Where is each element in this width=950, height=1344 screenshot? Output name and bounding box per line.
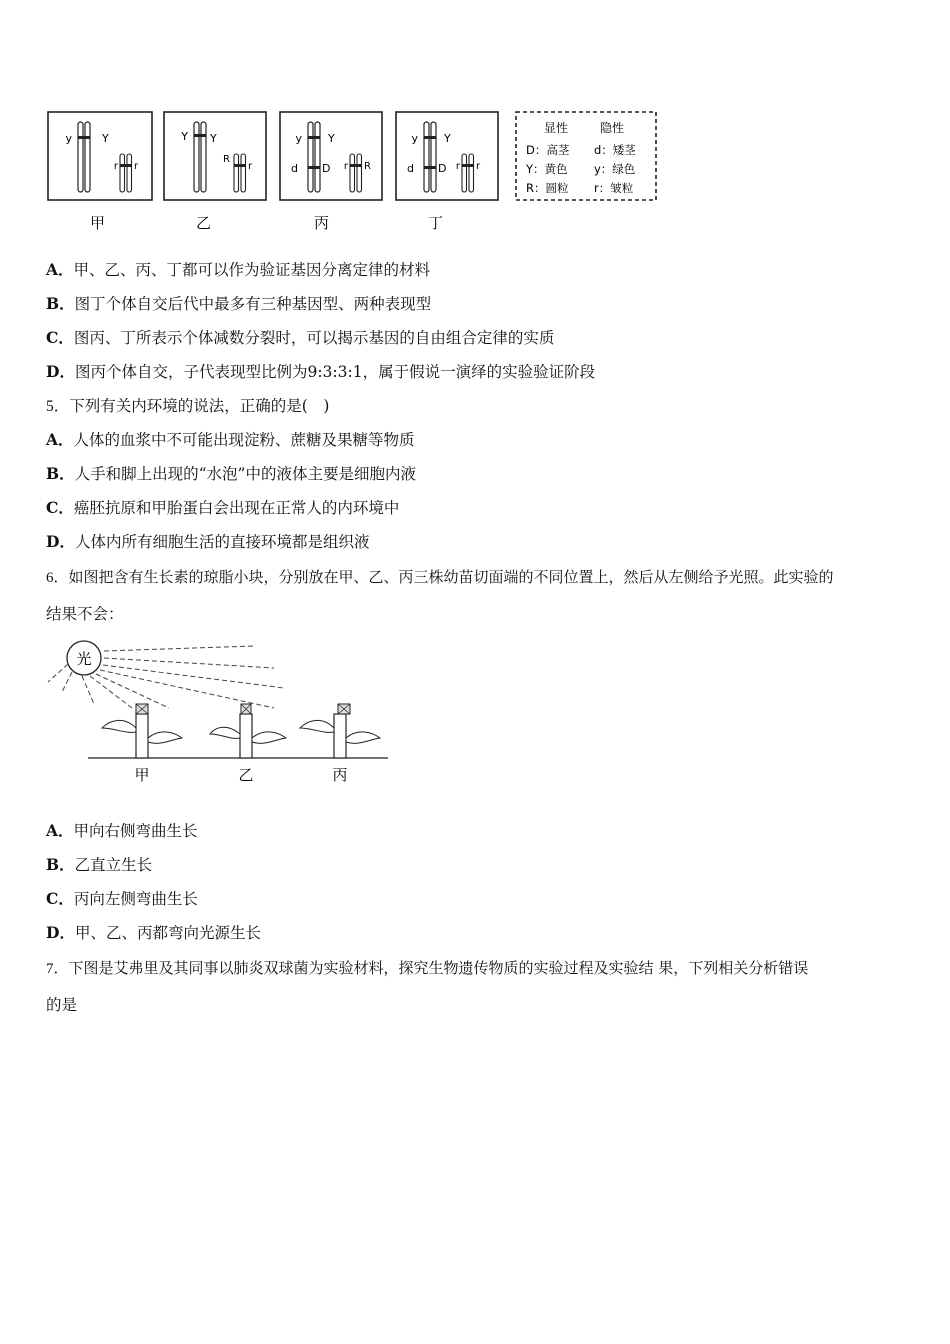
legend-header-recessive: 隐性 bbox=[600, 121, 625, 135]
allele-label: y bbox=[295, 132, 302, 145]
q4-option-c: C．图丙、丁所表示个体减数分裂时，可以揭示基因的自由组合定律的实质 bbox=[46, 328, 555, 347]
legend-header-dominant: 显性 bbox=[544, 121, 569, 135]
allele-label: y bbox=[65, 132, 72, 145]
chromosome-figure bbox=[46, 108, 666, 236]
legend-recessive: y：绿色 bbox=[594, 162, 636, 176]
q6-stem-line2: 结果不会： bbox=[46, 605, 124, 623]
allele-label: Y bbox=[210, 132, 217, 145]
allele-label: Y bbox=[102, 132, 109, 145]
seedling-caption: 甲 bbox=[134, 766, 150, 784]
panel-caption: 甲 bbox=[90, 214, 106, 232]
allele-label: R bbox=[364, 161, 371, 172]
q7-stem-line2: 的是 bbox=[46, 996, 78, 1014]
chromosome-panel-yi bbox=[164, 112, 266, 200]
allele-label: r bbox=[455, 161, 460, 172]
q6-stem-line1: 6．如图把含有生长素的琼脂小块，分别放在甲、乙、丙三株幼苗切面端的不同位置上，然后从左侧给予光照。此实验的 bbox=[46, 568, 834, 586]
q4-option-a: A．甲、乙、丙、丁都可以作为验证基因分离定律的材料 bbox=[46, 260, 431, 279]
allele-label: r bbox=[113, 161, 118, 172]
chromosome-panel-jia bbox=[48, 112, 152, 200]
allele-label: r bbox=[476, 161, 481, 172]
seedling-bing bbox=[300, 704, 380, 758]
allele-label: R bbox=[223, 154, 230, 165]
allele-label: d bbox=[291, 162, 298, 175]
allele-label: y bbox=[411, 132, 418, 145]
allele-label: Y bbox=[328, 132, 335, 145]
allele-label: Y bbox=[444, 132, 451, 145]
q5-option-d: D．人体内所有细胞生活的直接环境都是组织液 bbox=[46, 532, 370, 551]
q5-option-c: C．癌胚抗原和甲胎蛋白会出现在正常人的内环境中 bbox=[46, 498, 400, 517]
chromosome-panel-bing bbox=[280, 112, 382, 200]
q4-option-b: B．图丁个体自交后代中最多有三种基因型、两种表现型 bbox=[46, 294, 432, 313]
q6-option-c: C．丙向左侧弯曲生长 bbox=[46, 889, 198, 908]
q6-option-a: A．甲向右侧弯曲生长 bbox=[46, 821, 198, 840]
allele-label: d bbox=[407, 162, 414, 175]
sun-label: 光 bbox=[76, 650, 92, 668]
chromosome-panel-ding bbox=[396, 112, 498, 200]
seedling-light-figure bbox=[44, 636, 394, 788]
panel-caption: 乙 bbox=[196, 214, 212, 232]
allele-label: Y bbox=[181, 130, 188, 143]
q4-option-d: D．图丙个体自交，子代表现型比例为9:3:3:1，属于假说一演绎的实验验证阶段 bbox=[46, 362, 596, 381]
q6-option-b: B．乙直立生长 bbox=[46, 855, 153, 874]
legend-dominant: R：圆粒 bbox=[526, 181, 569, 195]
allele-label: r bbox=[134, 161, 139, 172]
seedling-yi bbox=[210, 704, 286, 758]
panel-caption: 丁 bbox=[428, 214, 444, 232]
allele-label: D bbox=[438, 162, 447, 175]
panel-caption: 丙 bbox=[314, 214, 330, 232]
q7-stem-line1: 7．下图是艾弗里及其同事以肺炎双球菌为实验材料，探究生物遗传物质的实验过程及实验结 果，下列相关分析错误 bbox=[46, 959, 809, 977]
seedling-caption: 乙 bbox=[238, 766, 254, 784]
allele-label: r bbox=[343, 161, 348, 172]
legend-recessive: d：矮茎 bbox=[594, 143, 636, 157]
allele-legend bbox=[516, 112, 656, 200]
legend-dominant: Y：黄色 bbox=[526, 162, 568, 176]
q6-option-d: D．甲、乙、丙都弯向光源生长 bbox=[46, 923, 261, 942]
legend-recessive: r：皱粒 bbox=[594, 181, 634, 195]
legend-dominant: D：高茎 bbox=[526, 143, 570, 157]
q5-option-b: B．人手和脚上出现的“水泡”中的液体主要是细胞内液 bbox=[46, 464, 416, 483]
allele-label: D bbox=[322, 162, 331, 175]
q5-option-a: A．人体的血浆中不可能出现淀粉、蔗糖及果糖等物质 bbox=[46, 430, 415, 449]
seedling-caption: 丙 bbox=[332, 766, 348, 784]
allele-label: r bbox=[248, 161, 253, 172]
q5-stem: 5．下列有关内环境的说法，正确的是( ) bbox=[46, 397, 330, 415]
seedling-jia bbox=[102, 704, 182, 758]
